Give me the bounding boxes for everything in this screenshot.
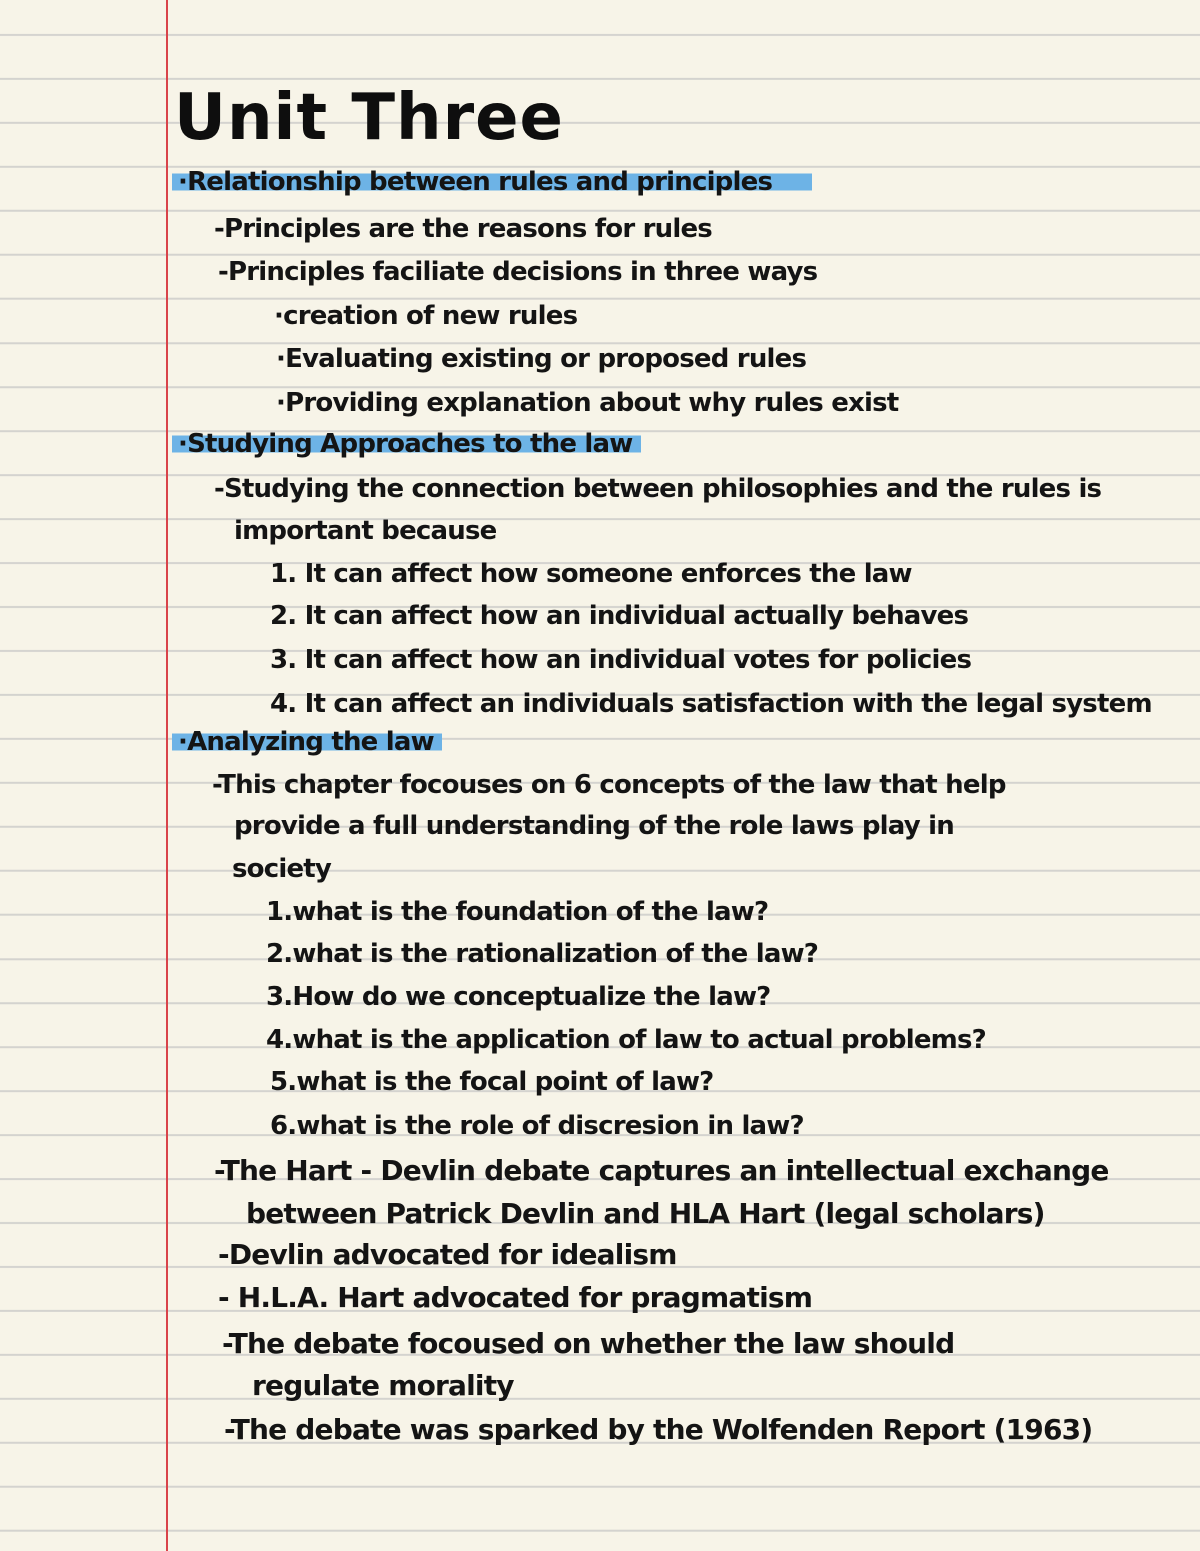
note-line: society xyxy=(232,854,332,884)
note-line: 2.what is the rationalization of the law? xyxy=(266,939,819,969)
highlight: ·Analyzing the law xyxy=(172,727,442,757)
highlight: ·Relationship between rules and principles xyxy=(172,167,812,197)
note-line: 5.what is the focal point of law? xyxy=(270,1067,714,1097)
note-line: -This chapter focouses on 6 concepts of the law that help xyxy=(212,770,1006,800)
note-line: -Devlin advocated for idealism xyxy=(218,1238,677,1271)
page-title: Unit Three xyxy=(174,81,564,155)
note-line: 4. It can affect an individuals satisfaction with the legal system xyxy=(270,689,1152,719)
note-line: - H.L.A. Hart advocated for pragmatism xyxy=(218,1281,813,1314)
note-line: regulate morality xyxy=(252,1369,514,1402)
note-line: -The debate focoused on whether the law should xyxy=(222,1327,955,1360)
note-line: -Principles are the reasons for rules xyxy=(214,214,712,244)
highlight: ·Studying Approaches to the law xyxy=(172,429,641,459)
note-line xyxy=(172,726,442,758)
note-line: ·Evaluating existing or proposed rules xyxy=(276,344,807,374)
note-line: ·creation of new rules xyxy=(274,301,578,331)
note-line: -The debate was sparked by the Wolfenden Report (1963) xyxy=(224,1413,1093,1446)
note-line: 4.what is the application of law to actual problems? xyxy=(266,1025,986,1055)
note-line: 3.How do we conceptualize the law? xyxy=(266,982,771,1012)
note-line: 3. It can affect how an individual votes for policies xyxy=(270,645,972,675)
note-line: -The Hart - Devlin debate captures an intellectual exchange xyxy=(214,1154,1109,1187)
note-line xyxy=(172,428,641,460)
note-line: 6.what is the role of discresion in law? xyxy=(270,1111,804,1141)
note-line: 1.what is the foundation of the law? xyxy=(266,897,769,927)
note-line: 2. It can affect how an individual actually behaves xyxy=(270,601,969,631)
note-line: ·Providing explanation about why rules exist xyxy=(276,388,899,418)
note-line: provide a full understanding of the role laws play in xyxy=(234,811,954,841)
note-line: -Principles faciliate decisions in three ways xyxy=(218,257,818,287)
note-line xyxy=(172,166,812,198)
note-line: between Patrick Devlin and HLA Hart (legal scholars) xyxy=(246,1197,1045,1230)
note-line: -Studying the connection between philosophies and the rules is xyxy=(214,474,1102,504)
note-line: important because xyxy=(234,516,497,546)
note-line: 1. It can affect how someone enforces the law xyxy=(270,559,912,589)
margin-line xyxy=(166,0,168,1551)
